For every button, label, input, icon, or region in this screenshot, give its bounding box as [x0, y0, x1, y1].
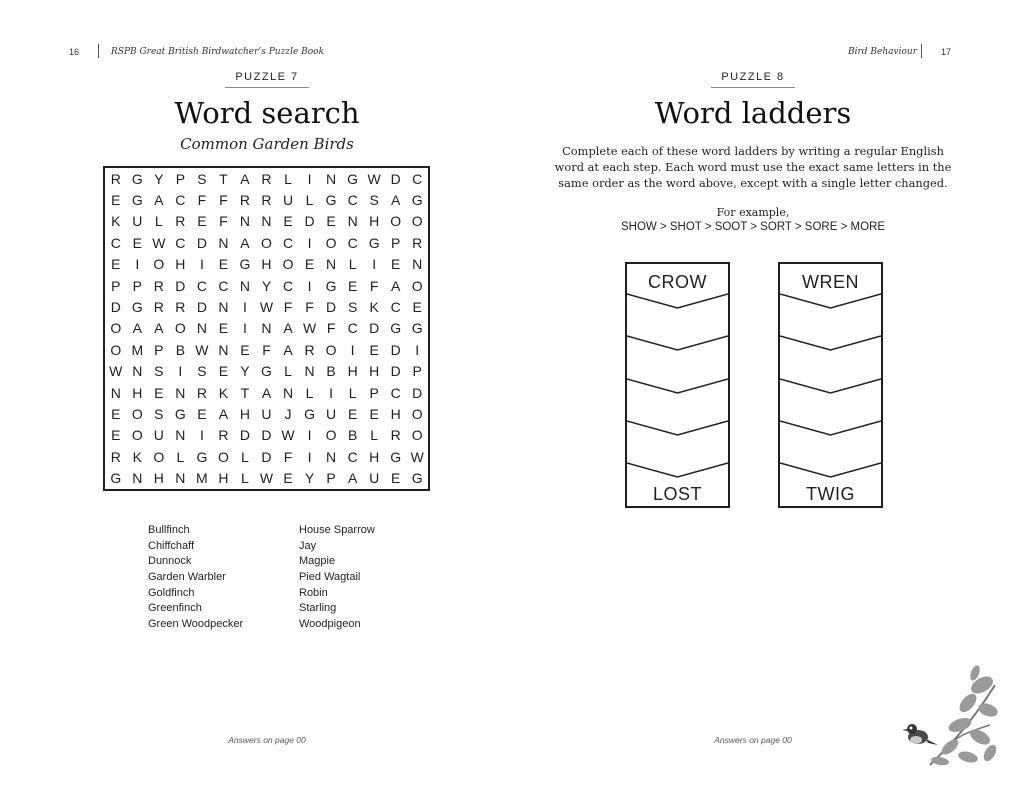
bird-illustration [890, 665, 1000, 770]
grid-letter[interactable]: C [390, 299, 401, 316]
puzzle-label-rule [711, 87, 795, 88]
grid-letter[interactable]: G [411, 470, 423, 487]
grid-letter[interactable]: E [347, 406, 358, 423]
grid-letter[interactable]: O [174, 320, 186, 337]
grid-letter[interactable]: P [111, 277, 121, 294]
header-separator [921, 44, 922, 58]
grid-letter[interactable]: N [218, 341, 229, 358]
word-search-grid[interactable] [103, 166, 430, 491]
grid-letter[interactable]: O [131, 427, 143, 444]
grid-letter[interactable]: G [131, 170, 143, 187]
grid-letter[interactable]: U [369, 470, 380, 487]
grid-letter[interactable]: L [284, 363, 292, 380]
grid-letter[interactable]: W [152, 234, 166, 251]
grid-letter[interactable]: N [239, 213, 251, 230]
word-list-item: Magpie [299, 555, 336, 568]
grid-letter[interactable]: F [369, 277, 379, 294]
running-title-left: RSPB Great British Birdwatcher’s Puzzle Book [111, 47, 325, 57]
grid-letter[interactable]: R [261, 170, 272, 187]
grid-letter[interactable]: H [132, 384, 143, 401]
grid-letter[interactable]: G [110, 470, 122, 487]
grid-letter[interactable]: O [282, 256, 294, 273]
grid-letter[interactable]: E [218, 363, 229, 380]
ladder-start-word: WREN [802, 272, 859, 292]
grid-letter[interactable]: U [282, 192, 294, 209]
grid-letter[interactable]: G [174, 406, 186, 423]
grid-letter[interactable]: O [325, 427, 337, 444]
grid-letter[interactable]: G [131, 299, 143, 316]
grid-letter[interactable]: S [197, 170, 207, 187]
grid-letter[interactable]: L [305, 384, 314, 401]
word-list-item: Goldfinch [148, 586, 195, 599]
grid-letter[interactable]: H [239, 406, 251, 423]
grid-letter[interactable]: O [110, 341, 122, 358]
header-separator [98, 44, 99, 58]
grid-letter[interactable]: H [369, 448, 380, 465]
grid-letter[interactable]: D [175, 277, 186, 294]
grid-letter[interactable]: E [111, 192, 121, 209]
grid-letter[interactable]: E [240, 341, 250, 358]
grid-letter[interactable]: A [391, 192, 401, 209]
grid-letter[interactable]: R [110, 448, 121, 465]
grid-letter[interactable]: B [347, 427, 358, 444]
grid-letter[interactable]: D [261, 448, 272, 465]
grid-letter[interactable]: O [411, 427, 423, 444]
word-list-item: Jay [299, 539, 317, 552]
answers-note-right: Answers on page 00 [714, 735, 792, 745]
grid-letter[interactable]: D [239, 427, 251, 444]
grid-letter[interactable]: D [196, 234, 207, 251]
grid-letter[interactable]: G [196, 448, 208, 465]
grid-letter[interactable]: L [305, 192, 314, 209]
grid-letter[interactable]: E [369, 341, 379, 358]
grid-letter[interactable]: K [369, 299, 379, 316]
grid-letter[interactable]: F [326, 320, 336, 337]
grid-letter[interactable]: O [153, 448, 165, 465]
grid-letter[interactable]: E [218, 256, 229, 273]
grid-letter[interactable]: M [131, 341, 144, 358]
grid-letter[interactable]: L [370, 427, 379, 444]
grid-letter[interactable]: E [111, 256, 121, 273]
grid-letter[interactable]: C [412, 170, 423, 187]
grid-letter[interactable]: F [262, 341, 271, 358]
grid-letter[interactable]: L [348, 384, 357, 401]
grid-letter[interactable]: A [132, 320, 142, 337]
grid-letter[interactable]: O [325, 341, 337, 358]
grid-letter[interactable]: R [175, 299, 186, 316]
grid-letter[interactable]: N [239, 277, 251, 294]
grid-letter[interactable]: Y [240, 363, 250, 380]
grid-letter[interactable]: I [178, 363, 183, 380]
instructions: Complete each of these word ladders by writing a regular English word at each step. Each word must use the exact same letters in the same order as the word above, except with a single letter changed. [554, 144, 952, 190]
grid-letter[interactable]: W [195, 341, 209, 358]
grid-letter[interactable]: D [369, 320, 380, 337]
grid-letter[interactable]: C [175, 192, 186, 209]
grid-letter[interactable]: E [412, 299, 422, 316]
grid-letter[interactable]: N [132, 363, 143, 380]
grid-letter[interactable]: D [390, 341, 401, 358]
grid-letter[interactable]: E [197, 213, 207, 230]
grid-letter[interactable]: R [153, 277, 164, 294]
grid-letter[interactable]: E [111, 406, 121, 423]
grid-letter[interactable]: G [390, 448, 402, 465]
grid-letter[interactable]: N [218, 234, 229, 251]
puzzle-label: PUZZLE 8 [721, 71, 785, 83]
grid-letter[interactable]: R [196, 384, 207, 401]
grid-letter[interactable]: F [283, 299, 293, 316]
grid-letter[interactable]: U [326, 406, 337, 423]
grid-letter[interactable]: A [391, 277, 401, 294]
grid-letter[interactable]: I [350, 341, 355, 358]
grid-letter[interactable]: I [307, 448, 312, 465]
word-list-item: House Sparrow [299, 524, 375, 536]
grid-letter[interactable]: R [110, 170, 121, 187]
grid-letter[interactable]: I [243, 320, 247, 337]
grid-letter[interactable]: B [326, 363, 336, 380]
grid-letter[interactable]: O [110, 320, 122, 337]
grid-letter[interactable]: C [347, 320, 358, 337]
grid-letter[interactable]: O [325, 234, 337, 251]
grid-letter[interactable]: I [372, 256, 377, 273]
grid-letter[interactable]: S [347, 299, 358, 316]
grid-letter[interactable]: F [305, 299, 314, 316]
grid-letter[interactable]: C [347, 192, 358, 209]
grid-letter[interactable]: D [326, 299, 337, 316]
running-title-right: Bird Behaviour [848, 47, 917, 57]
word-list-item: Starling [299, 602, 337, 615]
grid-letter[interactable]: T [219, 170, 228, 187]
grid-letter[interactable]: I [307, 277, 312, 294]
puzzle-title: Word ladders [654, 96, 852, 130]
grid-letter[interactable]: D [390, 363, 401, 380]
grid-letter[interactable]: N [196, 320, 207, 337]
grid-letter[interactable]: E [391, 256, 401, 273]
grid-letter[interactable]: N [175, 384, 186, 401]
grid-letter[interactable]: O [131, 406, 143, 423]
grid-letter[interactable]: K [111, 213, 121, 230]
grid-letter[interactable]: E [132, 234, 142, 251]
grid-letter[interactable]: C [175, 234, 186, 251]
grid-letter[interactable]: Y [304, 470, 315, 487]
answers-note-left: Answers on page 00 [228, 735, 306, 745]
word-list-item: Green Woodpecker [148, 618, 244, 631]
grid-letter[interactable]: H [390, 406, 401, 423]
grid-letter[interactable]: W [281, 427, 295, 444]
grid-letter[interactable]: E [391, 470, 401, 487]
grid-letter[interactable]: B [175, 341, 186, 358]
grid-letter[interactable]: L [154, 213, 163, 230]
grid-letter[interactable]: E [197, 406, 207, 423]
grid-letter[interactable]: D [196, 299, 207, 316]
grid-letter[interactable]: O [411, 213, 423, 230]
ladder-start-word: CROW [648, 272, 707, 292]
grid-letter[interactable]: L [348, 256, 357, 273]
grid-letter[interactable]: K [218, 384, 229, 401]
grid-letter[interactable]: K [132, 448, 142, 465]
grid-letter[interactable]: A [283, 341, 293, 358]
grid-letter[interactable]: G [325, 277, 337, 294]
grid-letter[interactable]: H [261, 256, 272, 273]
grid-letter[interactable]: G [411, 192, 423, 209]
word-list-column-1 [148, 523, 243, 633]
grid-letter[interactable]: N [326, 170, 337, 187]
example-label: For example, [716, 206, 790, 219]
grid-letter[interactable]: W [302, 320, 317, 337]
grid-letter[interactable]: G [390, 320, 402, 337]
grid-letter[interactable]: N [326, 256, 337, 273]
grid-letter[interactable]: A [347, 470, 358, 487]
grid-letter[interactable]: S [369, 192, 379, 209]
ladder-rungs [627, 264, 728, 506]
grid-letter[interactable]: E [326, 213, 336, 230]
grid-letter[interactable]: I [307, 234, 312, 251]
grid-letter[interactable]: R [153, 299, 164, 316]
grid-letter[interactable]: E [283, 213, 293, 230]
grid-letter[interactable]: S [154, 363, 164, 380]
word-list-item: Garden Warbler [148, 571, 226, 584]
grid-letter[interactable]: O [261, 234, 272, 251]
grid-letter[interactable]: A [154, 192, 164, 209]
grid-letter[interactable]: P [132, 277, 142, 294]
puzzle-subtitle: Common Garden Birds [180, 135, 354, 153]
grid-letter[interactable]: A [218, 406, 229, 423]
grid-letter[interactable]: F [219, 192, 228, 209]
grid-letter[interactable]: P [154, 341, 164, 358]
grid-letter[interactable]: S [154, 406, 164, 423]
grid-letter[interactable]: E [218, 320, 229, 337]
grid-letter[interactable]: C [218, 277, 229, 294]
page-number-left: 16 [69, 47, 80, 57]
grid-letter[interactable]: O [411, 406, 423, 423]
grid-letter[interactable]: N [347, 213, 358, 230]
grid-letter[interactable]: E [283, 470, 293, 487]
grid-letter[interactable]: C [282, 277, 294, 294]
grid-letter[interactable]: P [326, 470, 336, 487]
grid-letter[interactable]: E [347, 277, 358, 294]
grid-letter[interactable]: C [347, 448, 358, 465]
grid-letter[interactable]: G [261, 363, 272, 380]
grid-letter[interactable]: R [412, 234, 423, 251]
grid-letter[interactable]: P [391, 234, 401, 251]
grid-letter[interactable]: H [369, 363, 380, 380]
grid-letter[interactable]: N [218, 299, 229, 316]
puzzle-label: PUZZLE 7 [235, 71, 299, 83]
grid-letter[interactable]: G [411, 320, 423, 337]
grid-letter[interactable]: C [110, 234, 121, 251]
grid-letter[interactable]: G [304, 406, 315, 423]
grid-letter[interactable]: N [132, 470, 143, 487]
grid-letter[interactable]: A [261, 384, 272, 401]
grid-letter[interactable]: H [175, 256, 186, 273]
ladder-rungs [780, 264, 881, 506]
grid-letter[interactable]: Y [261, 277, 272, 294]
word-ladder-2[interactable] [778, 262, 883, 508]
grid-letter[interactable]: G [347, 170, 359, 187]
grid-letter[interactable]: H [369, 213, 380, 230]
grid-letter[interactable]: P [175, 170, 186, 187]
grid-letter[interactable]: U [132, 213, 143, 230]
grid-letter[interactable]: O [411, 277, 423, 294]
word-list-item: Pied Wagtail [299, 571, 361, 584]
ladder-end-word: TWIG [806, 484, 855, 504]
grid-letter[interactable]: E [369, 406, 379, 423]
grid-letter[interactable]: D [261, 427, 272, 444]
grid-letter[interactable]: W [259, 299, 274, 316]
grid-letter[interactable]: R [218, 427, 229, 444]
grid-letter[interactable]: H [153, 470, 164, 487]
grid-letter[interactable]: E [304, 256, 315, 273]
grid-letter[interactable]: N [282, 384, 294, 401]
grid-letter[interactable]: N [110, 384, 121, 401]
grid-letter[interactable]: I [135, 256, 140, 273]
grid-letter[interactable]: R [239, 192, 251, 209]
word-list-item: Woodpigeon [299, 618, 361, 631]
word-list-item: Dunnock [148, 555, 192, 568]
grid-letter[interactable]: E [154, 384, 164, 401]
grid-letter[interactable]: N [175, 427, 186, 444]
grid-letter[interactable]: W [367, 170, 381, 187]
grid-letter[interactable]: P [369, 384, 379, 401]
grid-letter[interactable]: N [326, 448, 337, 465]
grid-letter[interactable]: A [154, 320, 164, 337]
puzzle-title: Word search [174, 96, 360, 130]
grid-letter[interactable]: N [175, 470, 186, 487]
grid-letter[interactable]: I [307, 170, 312, 187]
grid-letter[interactable]: A [283, 320, 293, 337]
grid-letter[interactable]: U [153, 427, 164, 444]
grid-letter[interactable]: A [240, 234, 250, 251]
grid-letter[interactable]: E [111, 427, 121, 444]
grid-letter[interactable]: R [304, 341, 315, 358]
grid-letter[interactable]: H [218, 470, 229, 487]
grid-letter[interactable]: G [325, 192, 337, 209]
grid-letter[interactable]: D [110, 299, 121, 316]
grid-letter[interactable]: I [307, 427, 312, 444]
grid-letter[interactable]: R [261, 192, 272, 209]
grid-letter[interactable]: S [197, 363, 207, 380]
grid-letter[interactable]: R [390, 427, 401, 444]
grid-letter[interactable]: I [199, 256, 204, 273]
word-list-column-2 [299, 523, 375, 633]
grid-letter[interactable]: I [329, 384, 334, 401]
grid-letter[interactable]: N [304, 363, 315, 380]
grid-letter[interactable]: N [261, 213, 272, 230]
grid-letter[interactable]: W [259, 470, 274, 487]
page-number-right: 17 [941, 47, 952, 57]
grid-letter[interactable]: O [390, 213, 402, 230]
grid-letter[interactable]: F [219, 213, 228, 230]
grid-letter[interactable]: N [412, 256, 423, 273]
word-list-item: Greenfinch [148, 602, 202, 615]
grid-letter[interactable]: R [175, 213, 186, 230]
grid-letter[interactable]: I [415, 341, 420, 358]
grid-letter[interactable]: F [283, 448, 293, 465]
puzzle-label-rule [225, 87, 309, 88]
grid-letter[interactable]: I [199, 427, 204, 444]
ladder-end-word: LOST [652, 484, 702, 504]
grid-letter[interactable]: D [390, 170, 401, 187]
grid-letter[interactable]: G [368, 234, 380, 251]
grid-letter[interactable]: H [347, 363, 358, 380]
grid-letter[interactable]: F [197, 192, 207, 209]
grid-letter[interactable]: N [261, 320, 272, 337]
word-list-item: Robin [299, 586, 328, 599]
word-ladder-1[interactable] [625, 262, 730, 508]
grid-letter[interactable]: L [241, 448, 249, 465]
grid-letter[interactable]: C [282, 234, 294, 251]
grid-letter[interactable]: M [196, 470, 208, 487]
grid-letter[interactable]: L [176, 448, 185, 465]
grid-letter[interactable]: U [261, 406, 272, 423]
grid-letter[interactable]: G [131, 192, 143, 209]
grid-letter[interactable]: L [241, 470, 249, 487]
grid-letter[interactable]: D [304, 213, 315, 230]
example-ladder: SHOW > SHOT > SOOT > SORT > SORE > MORE [620, 221, 886, 233]
grid-letter[interactable]: C [196, 277, 207, 294]
grid-letter[interactable]: Y [154, 170, 164, 187]
word-list-item: Chiffchaff [148, 539, 195, 552]
grid-letter[interactable]: D [412, 384, 423, 401]
grid-letter[interactable]: A [240, 170, 250, 187]
grid-letter[interactable]: I [243, 299, 247, 316]
grid-letter[interactable]: W [109, 363, 123, 380]
grid-letter[interactable]: P [412, 363, 422, 380]
grid-letter[interactable]: J [284, 406, 292, 423]
grid-letter[interactable]: O [217, 448, 229, 465]
grid-letter[interactable]: G [239, 256, 251, 273]
grid-letter[interactable]: T [240, 384, 250, 401]
grid-letter[interactable]: L [284, 170, 292, 187]
grid-letter[interactable]: W [410, 448, 424, 465]
word-list-item: Bullfinch [148, 524, 190, 536]
grid-letter[interactable]: C [390, 384, 401, 401]
grid-letter[interactable]: C [347, 234, 358, 251]
grid-letter[interactable]: O [153, 256, 165, 273]
